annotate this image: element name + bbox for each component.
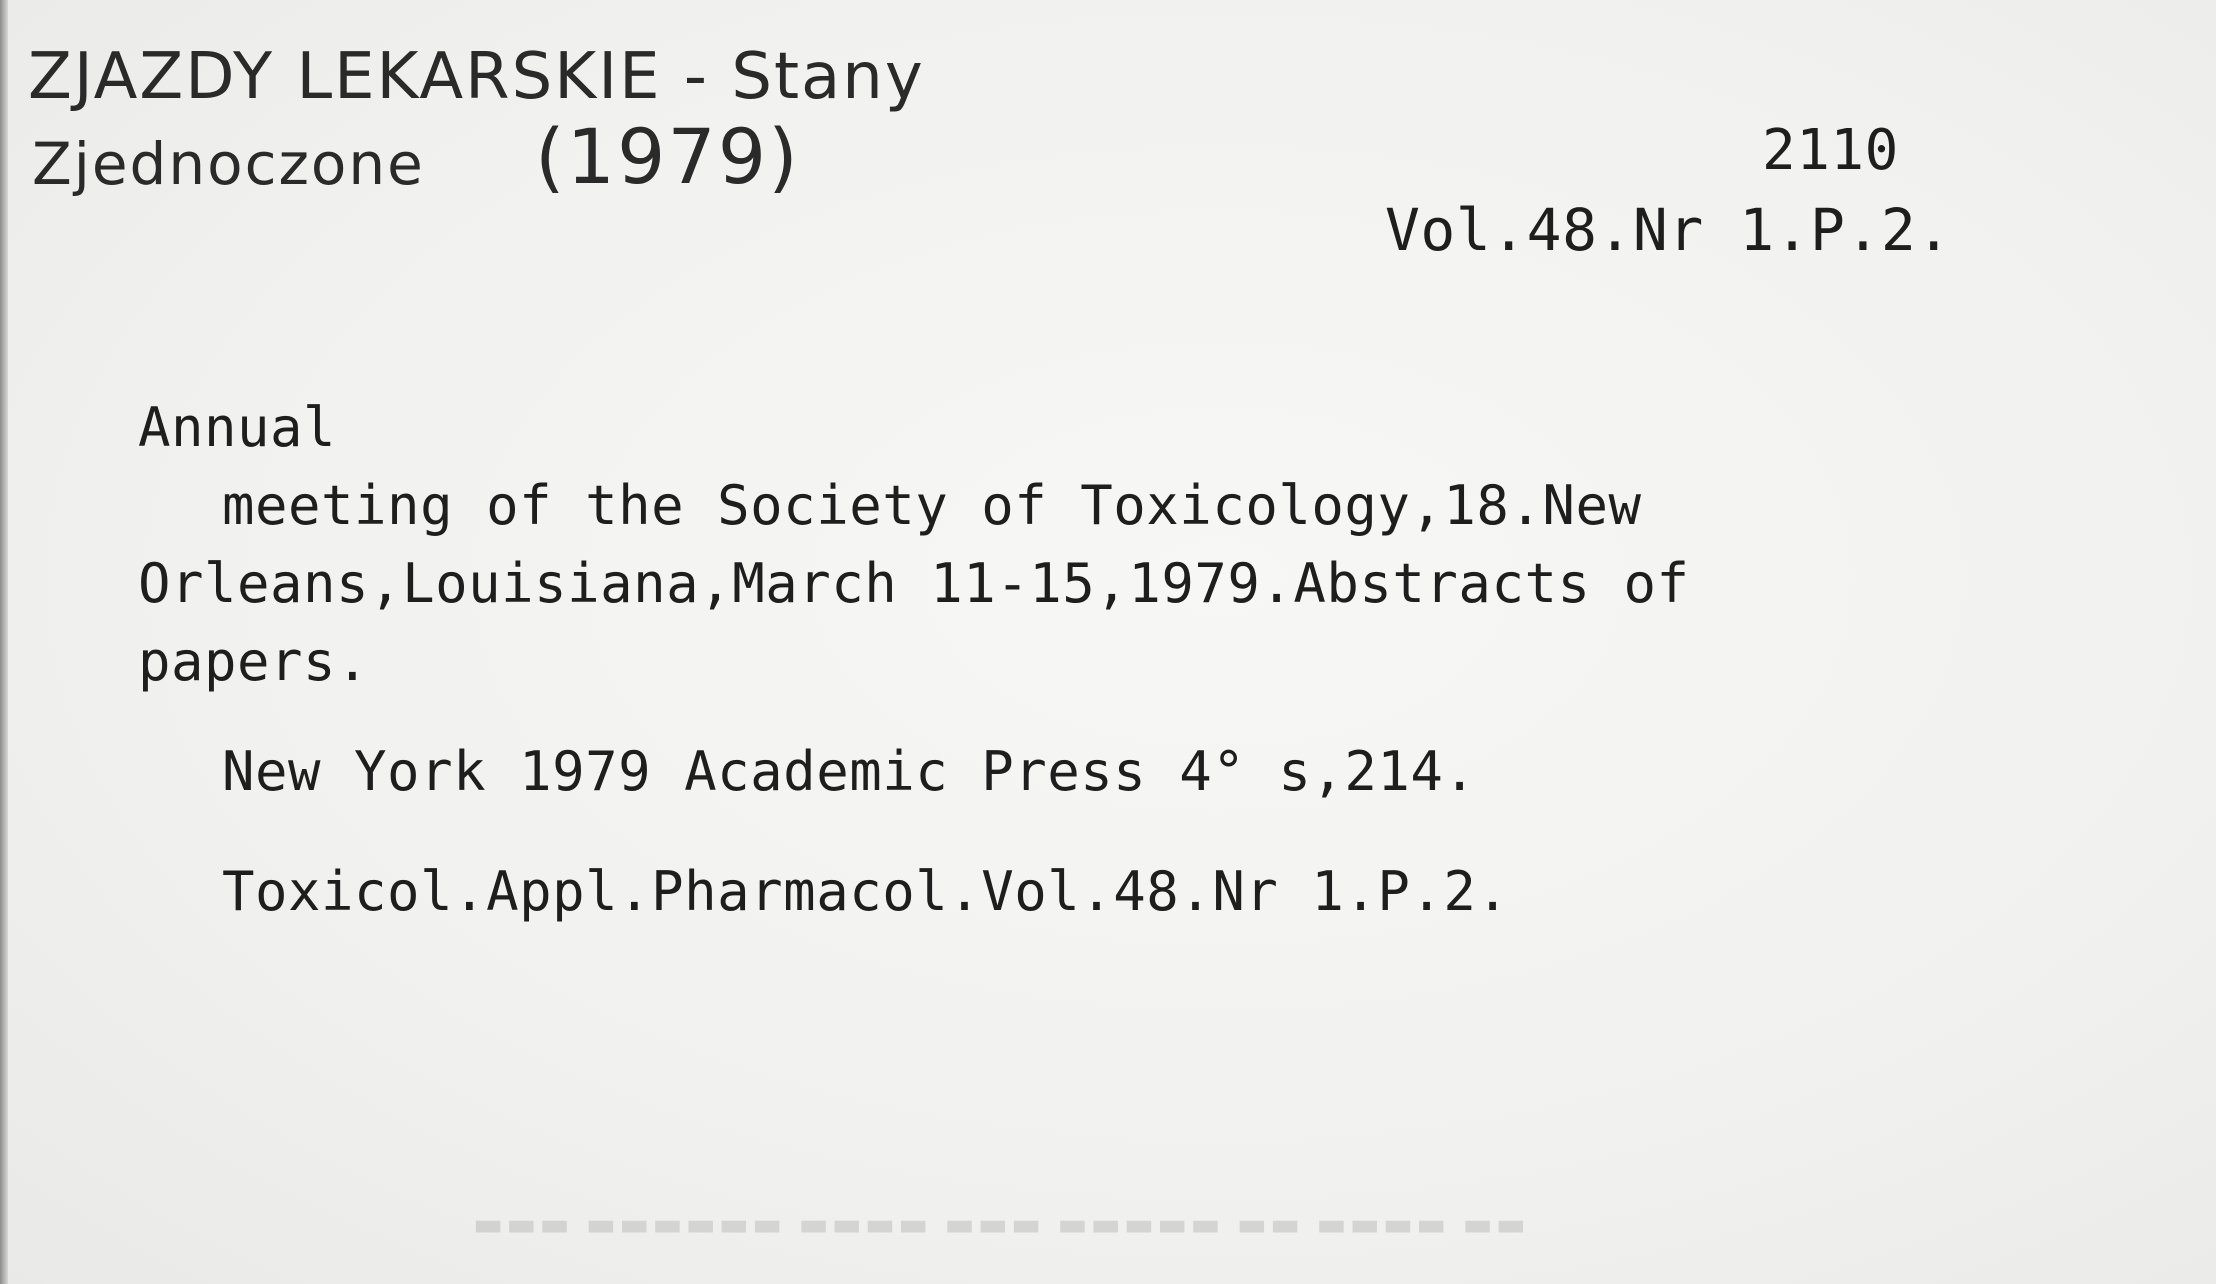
series-note: Toxicol.Appl.Pharmacol.Vol.48.Nr 1.P.2. <box>222 860 1510 923</box>
call-number: 2110 <box>1762 118 1899 183</box>
imprint-line: New York 1979 Academic Press 4° s,214. <box>222 740 1477 803</box>
card-edge-shadow <box>0 0 8 1284</box>
subject-heading-line2: Zjednoczone <box>32 130 425 198</box>
shelf-reference: Vol.48.Nr 1.P.2. <box>1385 196 1952 264</box>
subject-heading-year: (1979) <box>535 112 800 201</box>
reverse-side-bleed-through: ▬▬ ▬▬▬▬ ▬▬ ▬▬▬▬▬ ▬▬▬ ▬▬▬▬ ▬▬▬▬▬▬ ▬▬▬ <box>470 1205 1526 1243</box>
title-line-1: Annual <box>138 396 337 459</box>
title-line-4: papers. <box>138 630 370 693</box>
subject-heading-line1: ZJAZDY LEKARSKIE - Stany <box>28 40 925 114</box>
title-line-3: Orleans,Louisiana,March 11-15,1979.Abstracts of <box>138 552 1690 615</box>
title-line-2: meeting of the Society of Toxicology,18.New <box>222 474 1642 537</box>
